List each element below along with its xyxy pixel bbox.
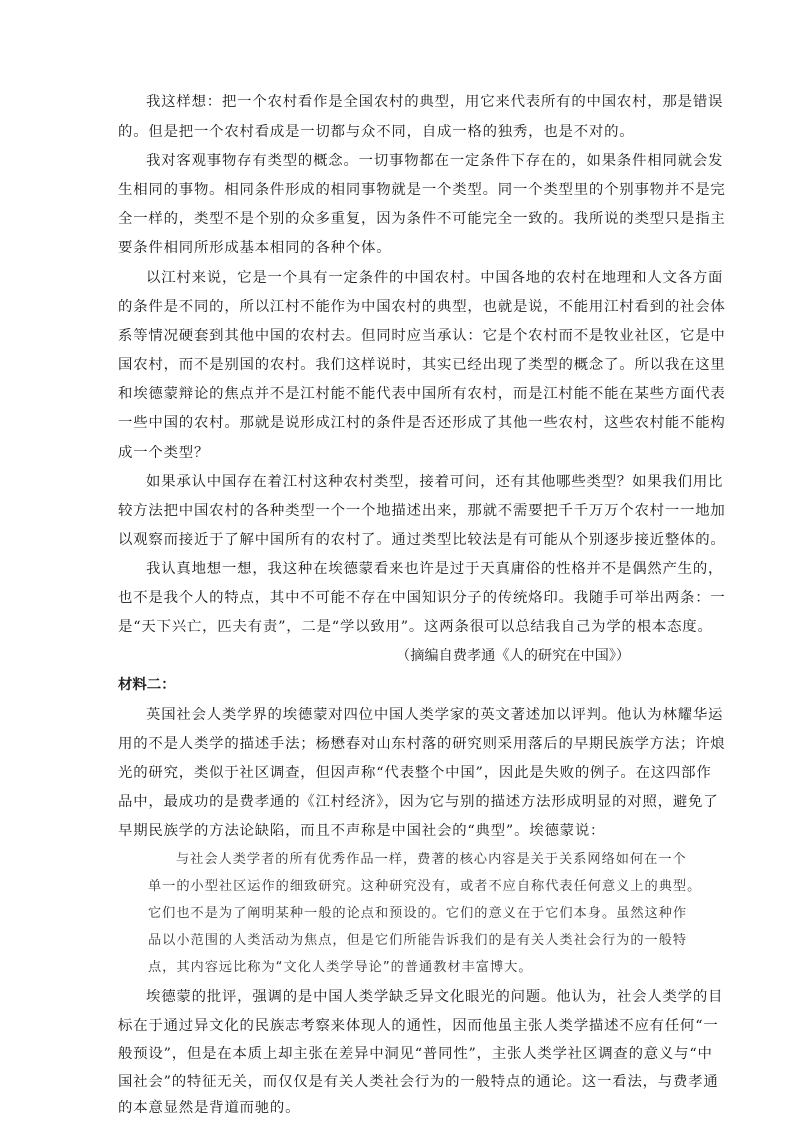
paragraph-line: 的。但是把一个农村看成是一切都与众不同，自成一格的独秀，也是不对的。 (118, 124, 635, 140)
source-citation: （摘编自费孝通《人的研究在中国》） (396, 648, 631, 664)
quote-line: 它们也不是为了阐明某种一般的论点和预设的。它们的意义在于它们本身。虽然这种作 (148, 906, 688, 921)
paragraph-line: 品中，最成功的是费孝通的《江村经济》，因为它与别的描述方法形成明显的对照，避免了 (118, 794, 719, 810)
quote-line: 与社会人类学者的所有优秀作品一样，费著的核心内容是关于关系网络如何在一个 (176, 852, 687, 867)
paragraph-line: 用的不是人类学的描述手法；杨懋春对山东村落的研究则采用落后的早期民族学方法；许烺 (118, 736, 726, 752)
paragraph-line: 国农村，而不是别国的农村。我们这样说时，其实已经出现了类型的概念了。所以我在这里 (118, 357, 726, 373)
paragraph-line: 成一个类型？ (118, 445, 210, 461)
paragraph-line: 我认真地想一想，我这种在埃德蒙看来也许是过于天真庸俗的性格并不是偶然产生的， (146, 561, 724, 577)
paragraph-line: 我对客观事物存有类型的概念。一切事物都在一定条件下存在的，如果条件相同就会发 (146, 153, 724, 169)
paragraph-line: 英国社会人类学界的埃德蒙对四位中国人类学家的英文著述加以评判。他认为林耀华运 (146, 707, 724, 723)
paragraph-line: 如果承认中国存在着江村这种农村类型，接着可问，还有其他哪些类型？如果我们用比 (146, 474, 724, 490)
paragraph-line: 和埃德蒙辩论的焦点并不是江村能不能代表中国所有农村，而是江村能不能在某些方面代表 (118, 386, 726, 402)
quote-line: 点，其内容远比称为“文化人类学导论”的普通教材丰富博大。 (148, 960, 533, 975)
paragraph-line: 是“天下兴亡，匹夫有责”，二是“学以致用”。这两条很可以总结我自己为学的根本态度。 (118, 619, 713, 635)
paragraph-line: 我这样想：把一个农村看作是全国农村的典型，用它来代表所有的中国农村，那是错误 (146, 94, 724, 110)
paragraph-line: 般预设”，但是在本质上却主张在差异中洞见“普同性”，主张人类学社区调查的意义与“中 (118, 1046, 713, 1062)
paragraph-line: 生相同的事物。相同条件形成的相同事物就是一个类型。同一个类型里的个别事物并不是完 (118, 182, 726, 198)
paragraph-line: 的条件是不同的，所以江村不能作为中国农村的典型，也就是说，不能用江村看到的社会体 (118, 299, 726, 315)
paragraph-line: 埃德蒙的批评，强调的是中国人类学缺乏异文化眼光的问题。他认为，社会人类学的目 (146, 989, 724, 1005)
paragraph-line: 要条件相同所形成基本相同的各种个体。 (118, 240, 392, 256)
paragraph-line: 国社会”的特征无关，而仅仅是有关人类社会行为的一般特点的通论。这一看法，与费孝通 (118, 1074, 719, 1090)
quote-line: 品以小范围的人类活动为焦点，但是它们所能告诉我们的是有关人类社会行为的一般特 (148, 933, 688, 948)
section-heading: 材料二： (118, 677, 176, 693)
paragraph-line: 一些中国的农村。那就是说形成江村的条件是否还形成了其他一些农村，这些农村能不能构 (118, 415, 726, 431)
paragraph-line: 较方法把中国农村的各种类型一个一个地描述出来，那就不需要把千千万万个农村一一地加 (118, 503, 726, 519)
quote-line: 单一的小型社区运作的细致研究。这种研究没有，或者不应自称代表任何意义上的典型。 (148, 879, 702, 894)
paragraph-line: 光的研究，类似于社区调查，但因声称“代表整个中国”，因此是失败的例子。在这四部作 (118, 765, 712, 781)
paragraph-line: 全一样的，类型不是个别的众多重复，因为条件不可能完全一致的。我所说的类型只是指主 (118, 211, 726, 227)
paragraph-line: 标在于通过异文化的民族志考察来体现人的通性，因而他虽主张人类学描述不应有任何“一 (118, 1018, 719, 1034)
paragraph-line: 以观察而接近于了解中国所有的农村了。通过类型比较法是有可能从个别逐步接近整体的。 (118, 532, 726, 548)
paragraph-line: 也不是我个人的特点，其中不可能不存在中国知识分子的传统烙印。我随手可举出两条：一 (118, 590, 726, 606)
paragraph-line: 系等情况硬套到其他中国的农村去。但同时应当承认：它是个农村而不是牧业社区，它是中 (118, 328, 726, 344)
paragraph-line: 早期民族学的方法论缺陷，而且不声称是中国社会的“典型”。埃德蒙说： (118, 823, 606, 839)
paragraph-line: 以江村来说，它是一个具有一定条件的中国农村。中国各地的农村在地理和人文各方面 (146, 270, 724, 286)
paragraph-line: 的本意显然是背道而驰的。 (118, 1100, 301, 1116)
